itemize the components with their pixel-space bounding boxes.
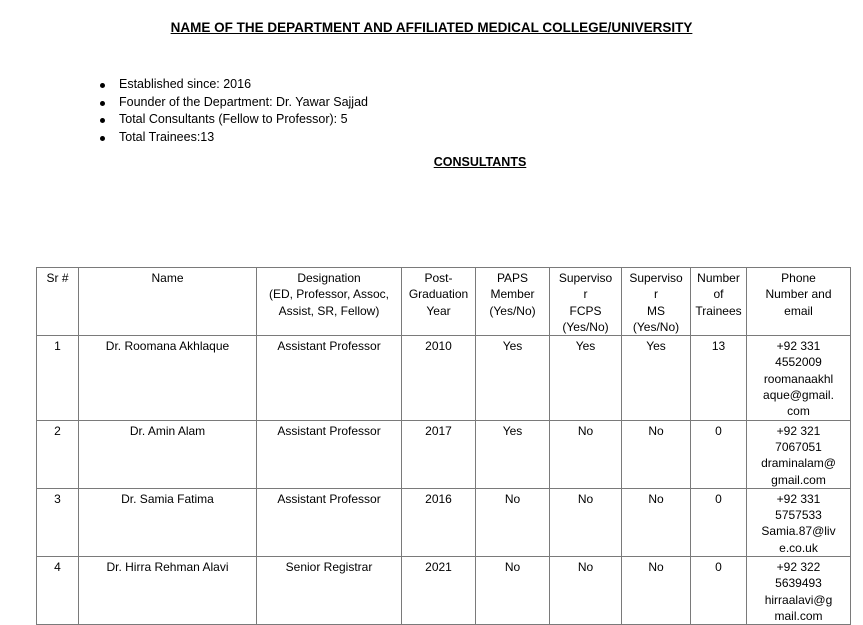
header-paps-member: PAPS Member (Yes/No) [476, 268, 550, 336]
cell-contact: +92 331 5757533 Samia.87@liv e.co.uk [747, 488, 851, 556]
cell-trainees: 0 [691, 488, 747, 556]
table-row [37, 336, 851, 420]
header-sr: Sr # [37, 268, 79, 336]
table-row [37, 420, 851, 488]
table-header-row [37, 268, 851, 336]
document-title: NAME OF THE DEPARTMENT AND AFFILIATED MEDICAL COLLEGE/UNIVERSITY [170, 20, 693, 35]
cell-supervisor-fcps: No [550, 488, 622, 556]
cell-paps-member: Yes [476, 336, 550, 420]
header-contact: Phone Number and email [747, 268, 851, 336]
header-supervisor-ms: Superviso r MS (Yes/No) [622, 268, 691, 336]
cell-paps-member: Yes [476, 420, 550, 488]
table-row [37, 488, 851, 556]
cell-name: Dr. Samia Fatima [79, 488, 257, 556]
cell-contact: +92 331 4552009 roomanaakhl aque@gmail. com [747, 336, 851, 420]
fact-total-trainees: Total Trainees:13 [98, 129, 368, 147]
cell-supervisor-ms: No [622, 488, 691, 556]
fact-total-consultants: Total Consultants (Fellow to Professor): 5 [98, 111, 368, 129]
cell-designation: Assistant Professor [257, 420, 402, 488]
header-name: Name [79, 268, 257, 336]
cell-designation: Senior Registrar [257, 557, 402, 625]
cell-sr: 2 [37, 420, 79, 488]
table-row [37, 557, 851, 625]
cell-designation: Assistant Professor [257, 336, 402, 420]
header-designation: Designation (ED, Professor, Assoc, Assist, SR, Fellow) [257, 268, 402, 336]
cell-trainees: 0 [691, 557, 747, 625]
cell-trainees: 0 [691, 420, 747, 488]
cell-paps-member: No [476, 488, 550, 556]
cell-trainees: 13 [691, 336, 747, 420]
cell-name: Dr. Roomana Akhlaque [79, 336, 257, 420]
cell-name: Dr. Hirra Rehman Alavi [79, 557, 257, 625]
cell-sr: 1 [37, 336, 79, 420]
fact-founder: Founder of the Department: Dr. Yawar Sajjad [98, 94, 368, 112]
cell-sr: 4 [37, 557, 79, 625]
cell-supervisor-ms: Yes [622, 336, 691, 420]
consultants-table [36, 267, 851, 625]
department-facts-list [98, 76, 368, 147]
cell-supervisor-ms: No [622, 557, 691, 625]
cell-supervisor-fcps: No [550, 420, 622, 488]
cell-designation: Assistant Professor [257, 488, 402, 556]
cell-contact: +92 321 7067051 draminalam@ gmail.com [747, 420, 851, 488]
cell-contact: +92 322 5639493 hirraalavi@g mail.com [747, 557, 851, 625]
consultants-heading: CONSULTANTS [433, 155, 527, 169]
fact-established: Established since: 2016 [98, 76, 368, 94]
cell-supervisor-fcps: Yes [550, 336, 622, 420]
header-number-of-trainees: Number of Trainees [691, 268, 747, 336]
header-pg-year: Post- Graduation Year [402, 268, 476, 336]
cell-name: Dr. Amin Alam [79, 420, 257, 488]
cell-paps-member: No [476, 557, 550, 625]
cell-pg-year: 2017 [402, 420, 476, 488]
cell-pg-year: 2016 [402, 488, 476, 556]
header-supervisor-fcps: Superviso r FCPS (Yes/No) [550, 268, 622, 336]
cell-pg-year: 2021 [402, 557, 476, 625]
cell-supervisor-fcps: No [550, 557, 622, 625]
cell-supervisor-ms: No [622, 420, 691, 488]
cell-pg-year: 2010 [402, 336, 476, 420]
cell-sr: 3 [37, 488, 79, 556]
